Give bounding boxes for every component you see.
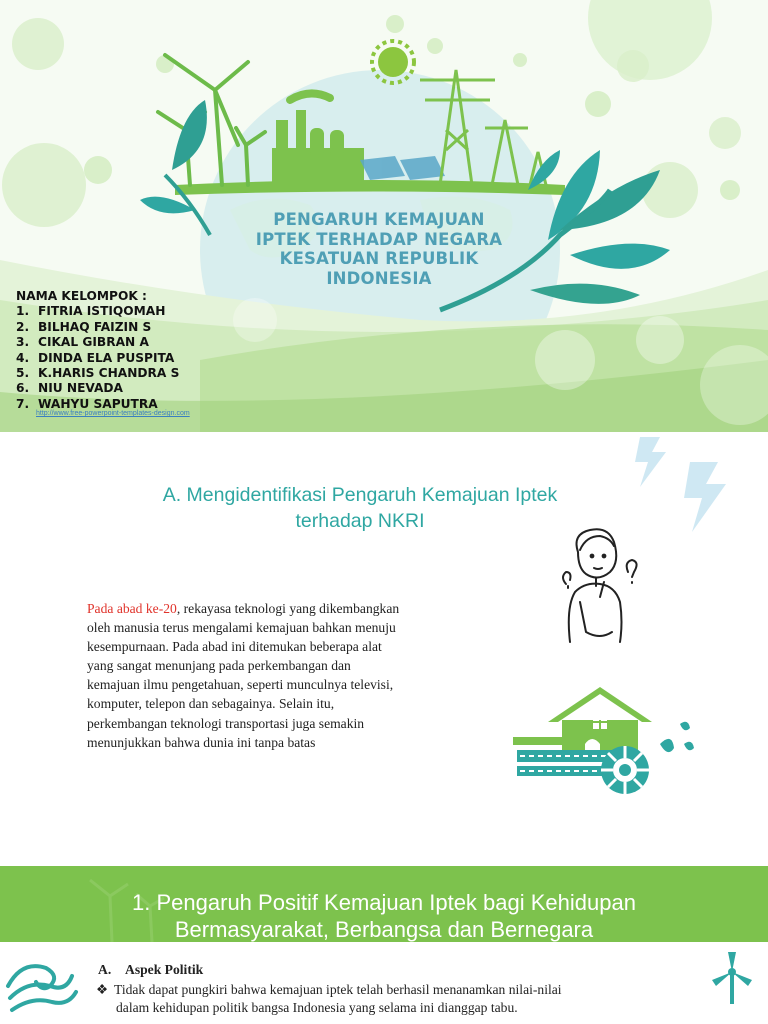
heading-line: terhadap NKRI bbox=[295, 510, 425, 532]
content-slide-positive-impact bbox=[0, 864, 768, 1024]
member-number: 4. bbox=[16, 350, 30, 365]
subheading-key: A. bbox=[98, 962, 112, 977]
bullet-text: Tidak dapat pungkiri bahwa kemajuan iptek telah berhasil menanamkan nilai-nilai bbox=[114, 981, 562, 997]
member-item bbox=[16, 366, 179, 381]
member-name: WAHYU SAPUTRA bbox=[38, 396, 158, 411]
title-line: PENGARUH KEMAJUAN bbox=[273, 210, 485, 229]
title-line: INDONESIA bbox=[326, 268, 432, 288]
member-number: 6. bbox=[16, 381, 30, 396]
bullet-item bbox=[96, 981, 698, 1000]
member-number: 2. bbox=[16, 319, 30, 334]
member-name: FITRIA ISTIQOMAH bbox=[38, 304, 166, 319]
highlight-text: Pada abad ke-20 bbox=[87, 601, 177, 616]
title-line: KESATUAN REPUBLIK bbox=[279, 249, 479, 268]
subheading-label: Aspek Politik bbox=[125, 962, 204, 977]
paragraph-line: komputer, telepon dan sebagainya. Selain itu, bbox=[87, 696, 335, 712]
paragraph-line: yang sangat menunjang pada perkembangan dan bbox=[87, 658, 351, 674]
member-number: 1. bbox=[16, 304, 30, 319]
member-number: 3. bbox=[16, 335, 30, 350]
paragraph-line: menunjukkan bahwa dunia ini tanpa batas bbox=[87, 734, 316, 750]
heading-line: Bermasyarakat, Berbangsa dan Bernegara bbox=[174, 917, 594, 942]
paragraph-line: kesempurnaan. Pada abad ini ditemukan beberapa alat bbox=[87, 639, 382, 655]
heading-line: A. Mengidentifikasi Pengaruh Kemajuan Iptek bbox=[162, 484, 558, 506]
subheading bbox=[98, 961, 698, 980]
thinking-person-icon bbox=[563, 529, 637, 642]
member-item bbox=[16, 320, 179, 335]
paragraph-line bbox=[87, 599, 462, 618]
member-item bbox=[16, 381, 179, 396]
member-name: CIKAL GIBRAN A bbox=[38, 335, 149, 350]
member-item bbox=[16, 335, 179, 350]
water-house-icon bbox=[513, 687, 694, 794]
section-heading bbox=[60, 482, 660, 534]
paragraph-line: perkembangan teknologi transportasi juga semakin bbox=[87, 715, 365, 731]
wind-turbine-icon bbox=[712, 952, 752, 1004]
paragraph-line: kemajuan ilmu pengetahuan, seperti munculnya televisi, bbox=[87, 677, 394, 693]
member-name: NIU NEVADA bbox=[38, 381, 123, 396]
slide-body bbox=[98, 961, 698, 1018]
member-number: 7. bbox=[16, 396, 30, 411]
group-members bbox=[16, 289, 179, 412]
member-name: BILHAQ FAIZIN S bbox=[38, 319, 152, 334]
title-line: IPTEK TERHADAP NEGARA bbox=[255, 229, 503, 249]
wave-logo-icon bbox=[8, 966, 76, 1010]
paragraph-line: oleh manusia terus mengalami kemajuan bahkan menuju bbox=[87, 620, 396, 636]
bullet-text-continued: dalam kehidupan politik bangsa Indonesia yang selama ini dianggap tabu. bbox=[116, 1000, 518, 1015]
member-name: K.HARIS CHANDRA S bbox=[38, 366, 180, 381]
title-slide bbox=[0, 0, 768, 432]
heading-band bbox=[0, 866, 768, 942]
member-item bbox=[16, 304, 179, 319]
template-link[interactable]: http://www.free-powerpoint-templates-design.com bbox=[36, 410, 190, 417]
content-slide-identification bbox=[0, 432, 768, 864]
body-paragraph bbox=[87, 599, 462, 752]
member-number: 5. bbox=[16, 366, 30, 381]
heading-line: 1. Pengaruh Positif Kemajuan Iptek bagi Kehidupan bbox=[132, 890, 636, 915]
diamond-bullet-icon: ❖ bbox=[96, 981, 109, 997]
paragraph-text: , rekayasa teknologi yang dikembangkan bbox=[176, 601, 400, 616]
member-list bbox=[16, 304, 179, 412]
slide-heading bbox=[0, 889, 768, 942]
presentation-title bbox=[214, 210, 544, 288]
member-item bbox=[16, 351, 179, 366]
group-heading: NAMA KELOMPOK : bbox=[16, 289, 147, 303]
member-name: DINDA ELA PUSPITA bbox=[38, 350, 175, 365]
